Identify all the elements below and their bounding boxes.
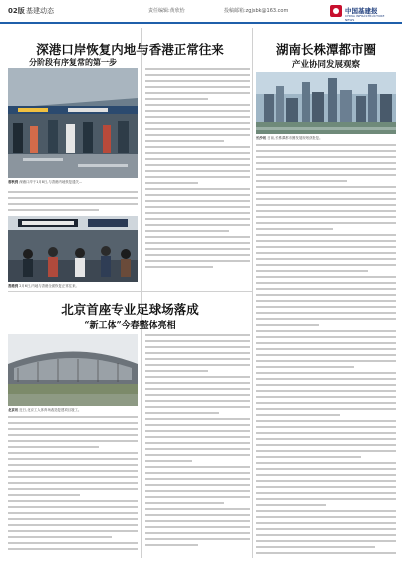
logo-emblem-icon: [330, 5, 342, 17]
submission-email: 投稿邮箱:zgjsbk@163.com: [224, 8, 289, 14]
article1-body-text: [145, 68, 250, 288]
section-divider: [8, 291, 252, 292]
page-header: [0, 0, 402, 24]
section-name: 基建动态: [26, 7, 54, 15]
caption2-label: 香港到: [8, 284, 19, 288]
caption1-text: 深港口岸于1月8日,与香港内地恢复通关…: [19, 180, 83, 184]
city-skyline-photo: [256, 72, 396, 134]
article3-title: 北京首座专业足球场落成: [61, 302, 199, 317]
newspaper-logo: [330, 3, 394, 22]
column-divider: [252, 28, 253, 558]
article1-photo-text: [8, 191, 138, 215]
article3-caption: [8, 408, 138, 414]
caption2-text: 2月6日,内地与香港全面恢复正常往来。: [19, 284, 79, 288]
article3-subtitle: “新工体”今春整体亮相: [84, 321, 176, 331]
logo-text: 中国基建报: [345, 7, 378, 15]
editor-credit: 责任编辑:黄欣怡: [148, 8, 185, 14]
article1-caption1: [8, 180, 138, 190]
article3-body-right: [145, 334, 250, 558]
article1-title: 深港口岸恢复内地与香港正常往来: [36, 42, 224, 57]
caption3-text: 近日,北京工人体育场改造复建项目竣工。: [19, 408, 82, 412]
stadium-photo: [8, 334, 138, 406]
caption4-label: 长沙讯: [256, 136, 267, 140]
station-photo: [8, 216, 138, 282]
column-divider: [141, 28, 142, 558]
article2-subtitle: 产业协同发展观察: [291, 60, 360, 70]
article1-caption2: [8, 284, 138, 290]
caption4-text: 日前,长株潭都市圈发展规划获批复。: [267, 136, 323, 140]
logo-subtext: CHINA INFRASTRUCTURE NEWS: [345, 14, 385, 22]
article2-body-text: [256, 144, 396, 558]
article3-body-left: [8, 416, 138, 558]
article1-subtitle: 分阶段有序复常的第一步: [29, 57, 117, 67]
article2-caption: [256, 136, 396, 142]
caption1-label: 春秋到: [8, 180, 19, 184]
page-number: 02版: [8, 7, 25, 15]
caption3-label: 北京讯: [8, 408, 19, 412]
customs-hall-photo: [8, 68, 138, 178]
header-rule: [0, 22, 402, 24]
article2-title: 湖南长株潭都市圈: [275, 42, 376, 57]
